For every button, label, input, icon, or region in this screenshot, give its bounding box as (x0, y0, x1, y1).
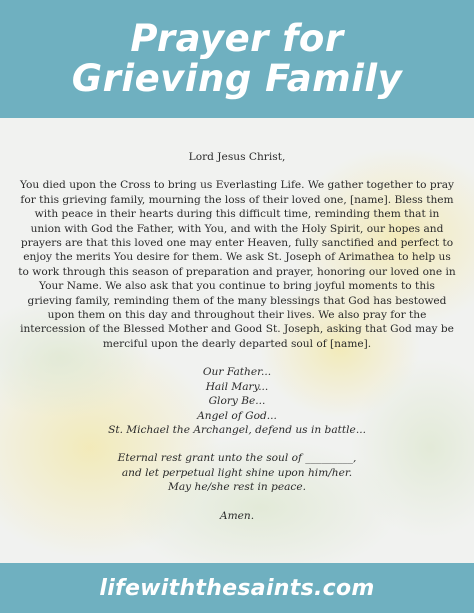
page-title-line-2: Grieving Family (71, 57, 403, 100)
title-banner (0, 0, 474, 118)
prayer-line: Glory Be... (208, 395, 266, 408)
rest-line: May he/she rest in peace. (168, 481, 306, 494)
prayer-panel (0, 118, 474, 563)
prayer-line: Hail Mary... (205, 380, 269, 393)
prayer-list (18, 365, 456, 437)
eternal-rest-prayer (18, 451, 456, 494)
site-name: lifewiththesaints.com (99, 575, 375, 601)
prayer-body: You died upon the Cross to bring us Everlasting Life. We gather together to pray for this grieving family, mourning the loss of their loved one, [name]. Bless them with peace in their hearts during this difficult time, reminding them that in union with God the Father, with You, and with the Holy Spirit, our hopes and prayers are that this loved one may enter Heaven, fully sanctified and perfect to enjoy the merits You desire for them. We ask St. Joseph of Arimathea to help us to work through this season of preparation and prayer, honoring our loved one in Your Name. We also ask that you continue to bring joyful moments to this grieving family, reminding them of the many blessings that God has bestowed upon them on this day and throughout their lives. We also pray for the intercession of the Blessed Mother and Good St. Joseph, asking that God may be merciful upon the dearly departed soul of [name]. (18, 179, 456, 350)
prayer-text (0, 118, 474, 523)
salutation: Lord Jesus Christ, (188, 151, 286, 163)
prayer-line: St. Michael the Archangel, defend us in battle... (108, 423, 366, 436)
rest-line: and let perpetual light shine upon him/her. (121, 466, 353, 479)
prayer-line: Angel of God... (197, 409, 277, 422)
closing: Amen. (219, 509, 255, 522)
prayer-line: Our Father... (202, 366, 272, 379)
rest-line: Eternal rest grant unto the soul of _________, (117, 452, 357, 465)
footer-banner (0, 563, 474, 613)
page-title-line-1: Prayer for (130, 17, 344, 60)
